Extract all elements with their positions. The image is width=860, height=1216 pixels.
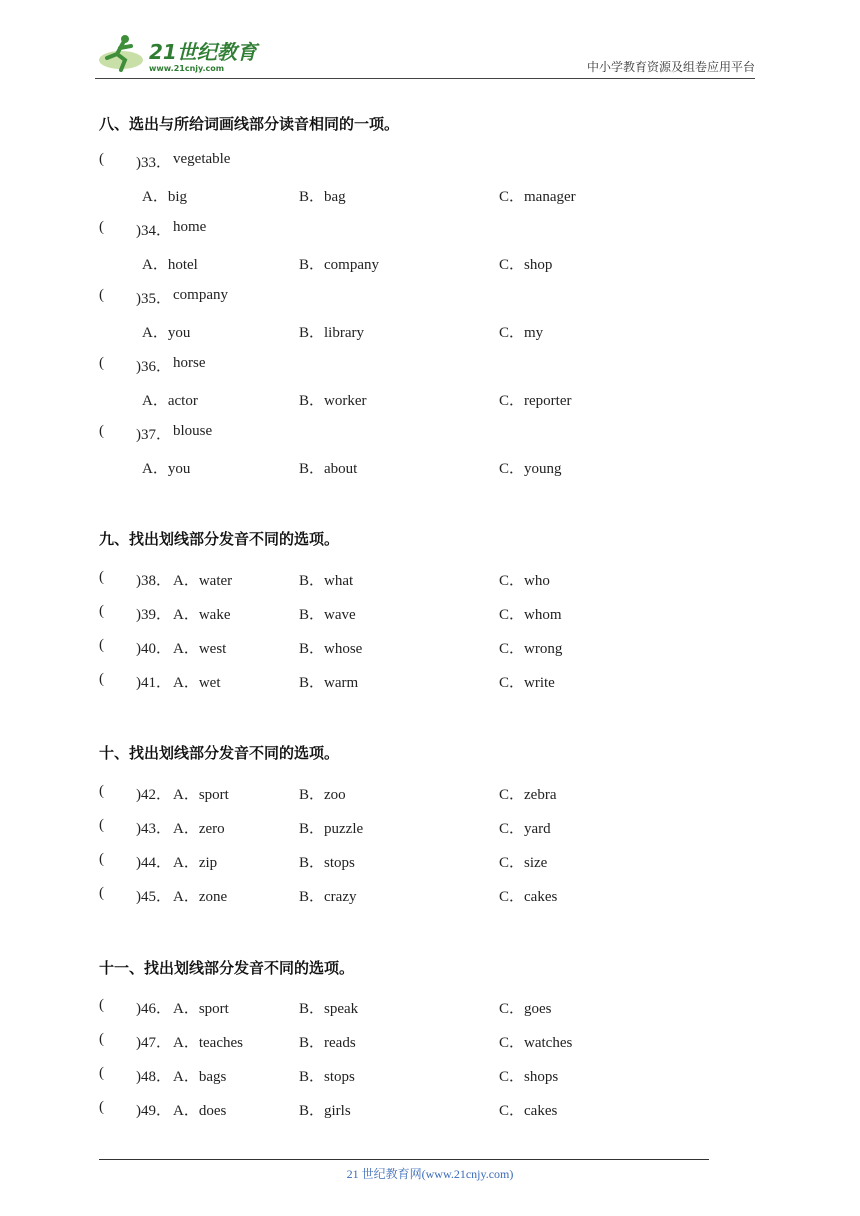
question-number: )39．: [136, 607, 171, 623]
footer-divider: [99, 1159, 709, 1160]
given-word: company: [173, 287, 228, 303]
option-b: B．company: [299, 257, 379, 273]
option-b: B．puzzle: [299, 821, 364, 837]
option-a: A．teaches: [173, 1035, 243, 1051]
given-word: home: [173, 219, 207, 235]
question-number: )38．: [136, 573, 171, 589]
option-a: A．zero: [173, 821, 225, 837]
option-a: A．big: [142, 189, 188, 205]
option-c: C．wrong: [499, 641, 563, 657]
answer-paren: (: [99, 997, 104, 1013]
option-c: C．yard: [499, 821, 551, 837]
question-number: )35．: [136, 291, 171, 307]
question-number: )44．: [136, 855, 171, 871]
option-a: A．does: [173, 1103, 227, 1119]
option-c: C．shops: [499, 1069, 559, 1085]
option-a: A．water: [173, 573, 233, 589]
option-c: C．goes: [499, 1001, 552, 1017]
option-b: B．crazy: [299, 889, 357, 905]
option-b: B．reads: [299, 1035, 356, 1051]
answer-paren: (: [99, 783, 104, 799]
option-b: B．about: [299, 461, 358, 477]
option-a: A．zone: [173, 889, 228, 905]
question-number: )36．: [136, 359, 171, 375]
answer-paren: (: [99, 603, 104, 619]
option-c: C．young: [499, 461, 562, 477]
answer-paren: (: [99, 151, 104, 167]
answer-paren: (: [99, 1099, 104, 1115]
question-number: )34．: [136, 223, 171, 239]
option-a: A．you: [142, 325, 191, 341]
option-a: A．wake: [173, 607, 231, 623]
question-number: )48．: [136, 1069, 171, 1085]
answer-paren: (: [99, 1031, 104, 1047]
given-word: horse: [173, 355, 206, 371]
option-c: C．cakes: [499, 889, 558, 905]
option-c: C．watches: [499, 1035, 573, 1051]
option-b: B．worker: [299, 393, 367, 409]
option-c: C．my: [499, 325, 544, 341]
answer-paren: (: [99, 287, 104, 303]
answer-paren: (: [99, 851, 104, 867]
section-title-10: 十、找出划线部分发音不同的选项。: [99, 744, 340, 762]
logo-21cnjy: [95, 30, 265, 76]
option-c: C．manager: [499, 189, 576, 205]
question-number: )47．: [136, 1035, 171, 1051]
section-title-8: 八、选出与所给词画线部分读音相同的一项。: [99, 115, 400, 133]
option-b: B．speak: [299, 1001, 359, 1017]
option-b: B．stops: [299, 1069, 355, 1085]
question-number: )46．: [136, 1001, 171, 1017]
question-number: )43．: [136, 821, 171, 837]
option-b: B．bag: [299, 189, 346, 205]
option-a: A．you: [142, 461, 191, 477]
answer-paren: (: [99, 219, 104, 235]
given-word: blouse: [173, 423, 213, 439]
section-title-11: 十一、找出划线部分发音不同的选项。: [99, 959, 355, 977]
option-b: B．library: [299, 325, 364, 341]
footer-text: 21 世纪教育网(www.21cnjy.com): [346, 1167, 514, 1181]
option-a: A．actor: [142, 393, 198, 409]
answer-paren: (: [99, 671, 104, 687]
option-c: C．who: [499, 573, 550, 589]
question-number: )45．: [136, 889, 171, 905]
option-b: B．what: [299, 573, 354, 589]
question-number: )37．: [136, 427, 171, 443]
option-a: A．zip: [173, 855, 218, 871]
answer-paren: (: [99, 637, 104, 653]
logo-url: www.21cnjy.com: [149, 64, 225, 73]
logo-text: 21世纪教育: [149, 40, 257, 64]
option-a: A．bags: [173, 1069, 227, 1085]
option-a: A．sport: [173, 1001, 229, 1017]
option-c: C．zebra: [499, 787, 557, 803]
question-number: )41．: [136, 675, 171, 691]
answer-paren: (: [99, 355, 104, 371]
option-c: C．whom: [499, 607, 562, 623]
option-b: B．zoo: [299, 787, 346, 803]
option-c: C．cakes: [499, 1103, 558, 1119]
option-a: A．wet: [173, 675, 221, 691]
answer-paren: (: [99, 817, 104, 833]
answer-paren: (: [99, 569, 104, 585]
answer-paren: (: [99, 423, 104, 439]
option-a: A．hotel: [142, 257, 198, 273]
option-a: A．west: [173, 641, 227, 657]
option-c: C．write: [499, 675, 555, 691]
question-number: )42．: [136, 787, 171, 803]
given-word: vegetable: [173, 151, 231, 167]
option-b: B．wave: [299, 607, 356, 623]
option-b: B．girls: [299, 1103, 351, 1119]
option-b: B．warm: [299, 675, 359, 691]
question-number: )33．: [136, 155, 171, 171]
answer-paren: (: [99, 885, 104, 901]
option-c: C．shop: [499, 257, 553, 273]
page-header: [95, 30, 755, 79]
header-platform-text: 中小学教育资源及组卷应用平台: [586, 60, 755, 74]
section-title-9: 九、找出划线部分发音不同的选项。: [99, 530, 340, 548]
question-number: )40．: [136, 641, 171, 657]
option-b: B．stops: [299, 855, 355, 871]
question-number: )49．: [136, 1103, 171, 1119]
option-a: A．sport: [173, 787, 229, 803]
option-c: C．reporter: [499, 393, 572, 409]
option-c: C．size: [499, 855, 548, 871]
answer-paren: (: [99, 1065, 104, 1081]
option-b: B．whose: [299, 641, 363, 657]
